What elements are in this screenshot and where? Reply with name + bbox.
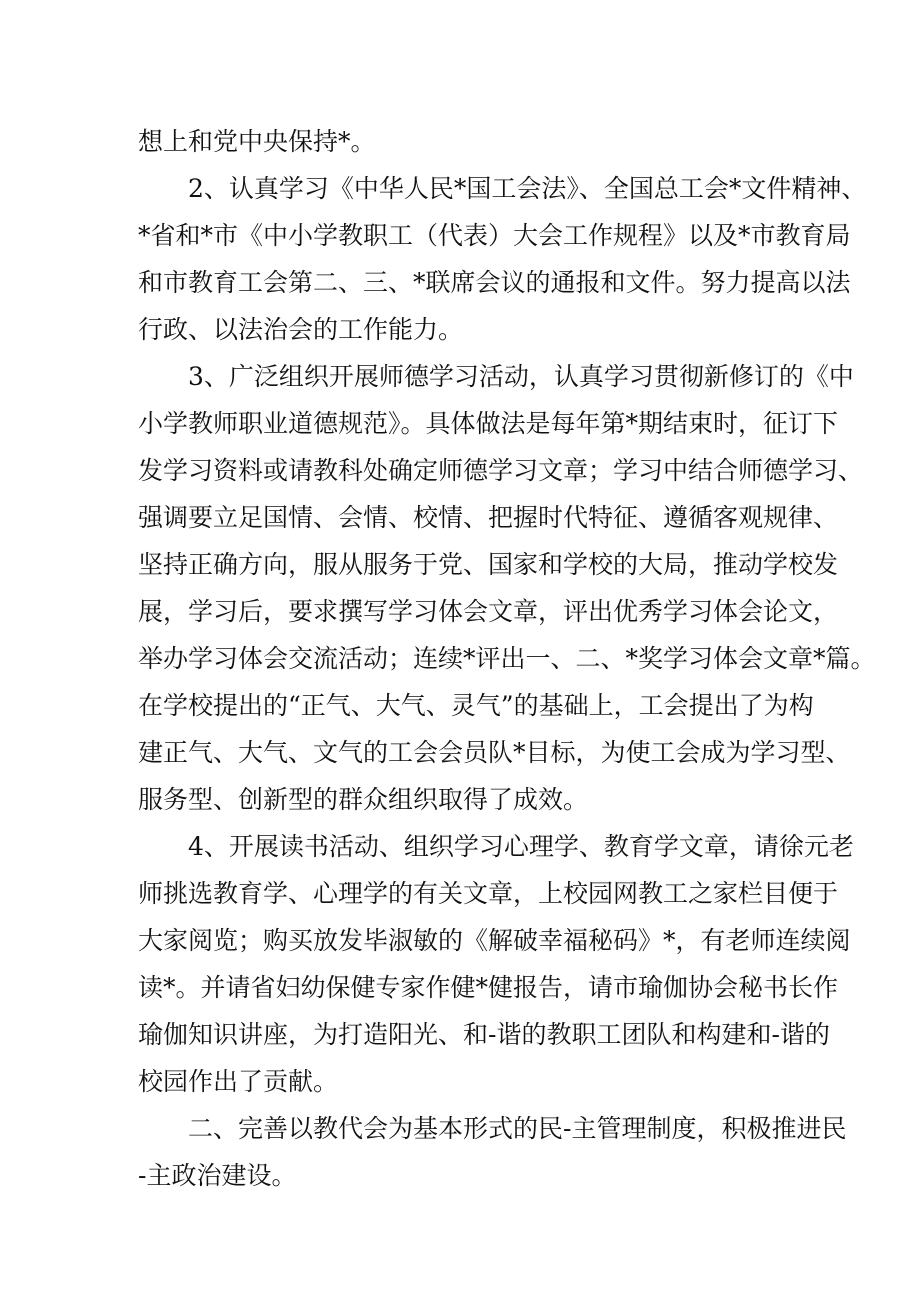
- text-line: 行政、以法治会的工作能力。: [138, 315, 464, 344]
- text-line: 2、认真学习《中华人民*国工会法》、全国总工会*文件精神、: [188, 174, 867, 203]
- text-line: 3、广泛组织开展师德学习活动，认真学习贯彻新修订的《中: [188, 362, 854, 391]
- text-line: 小学教师职业道德规范》。具体做法是每年第*期结束时，征订下: [138, 409, 839, 438]
- text-line: 建正气、大气、文气的工会会员队*目标，为使工会成为学习型、: [138, 738, 851, 767]
- text-line: 服务型、创新型的群众组织取得了成效。: [138, 785, 589, 814]
- text-line: 想上和党中央保持*。: [138, 127, 376, 156]
- text-line: 在学校提出的“正气、大气、灵气”的基础上，工会提出了为构: [138, 691, 814, 720]
- text-line: 师挑选教育学、心理学的有关文章，上校园网教工之家栏目便于: [138, 879, 839, 908]
- text-line: 强调要立足国情、会情、校情、把握时代特征、遵循客观规律、: [138, 503, 839, 532]
- text-line: 坚持正确方向，服从服务于党、国家和学校的大局，推动学校发: [138, 550, 839, 579]
- text-line: 4、开展读书活动、组织学习心理学、教育学文章，请徐元老: [188, 832, 854, 861]
- section-heading-2: [138, 1105, 847, 1199]
- paragraph-item-3: [138, 353, 876, 823]
- document-body: [138, 118, 876, 1199]
- paragraph-item-2: [138, 165, 867, 353]
- text-line: 和市教育工会第二、三、*联席会议的通报和文件。努力提高以法: [138, 268, 851, 297]
- text-line: 二、完善以教代会为基本形式的民-主管理制度，积极推进民: [188, 1114, 847, 1143]
- text-line: 展，学习后，要求撰写学习体会文章，评出优秀学习体会论文，: [138, 597, 839, 626]
- text-line: 瑜伽知识讲座，为打造阳光、和-谐的教职工团队和构建和-谐的: [138, 1020, 830, 1049]
- text-line: 校园作出了贡献。: [138, 1067, 339, 1096]
- text-line: 发学习资料或请教科处确定师德学习文章；学习中结合师德学习、: [138, 456, 864, 485]
- paragraph-continuation: [138, 118, 798, 165]
- text-line: -主政治建设。: [138, 1161, 297, 1190]
- paragraph-item-4: [138, 823, 854, 1105]
- text-line: *省和*市《中小学教职工（代表）大会工作规程》以及*市教育局: [138, 221, 851, 250]
- text-line: 大家阅览；购买放发毕淑敏的《解破幸福秘码》*，有老师连续阅: [138, 926, 851, 955]
- text-line: 读*。并请省妇幼保健专家作健*健报告，请市瑜伽协会秘书长作: [138, 973, 839, 1002]
- text-line: 举办学习体会交流活动；连续*评出一、二、*奖学习体会文章*篇。: [138, 644, 876, 673]
